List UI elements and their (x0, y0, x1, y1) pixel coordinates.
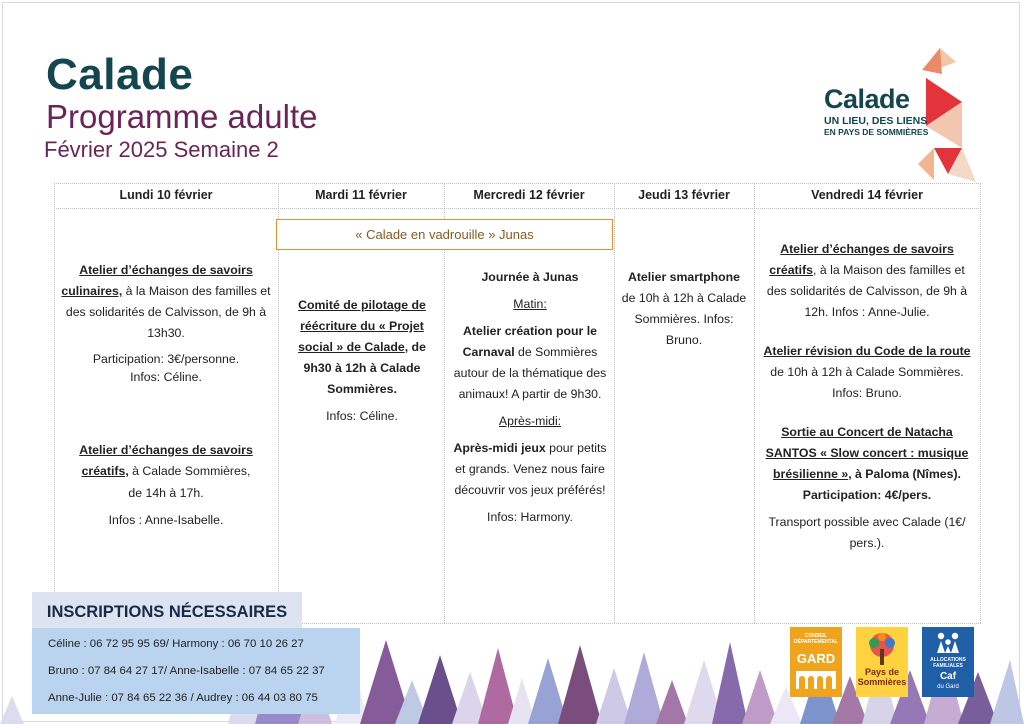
thursday-event-text: de 10h à 12h à Calade Sommières. Infos: Bruno. (621, 291, 747, 347)
pays-de-sommieres-logo (856, 627, 908, 697)
page-title: Calade (46, 50, 194, 99)
gard-logo (790, 627, 842, 697)
pays-line-2: Sommières (857, 677, 907, 687)
wednesday-column (450, 267, 610, 534)
tuesday-event-text: , de 9h30 à 12h à Calade Sommières. (303, 340, 426, 396)
contact-line-1: Céline : 06 72 95 95 69/ Harmony : 06 70 10 26 27 (48, 638, 304, 650)
calade-logo (822, 44, 982, 184)
friday-event-2-text: de 10h à 12h à Calade Sommières. Infos: Bruno. (770, 365, 964, 400)
wednesday-afternoon-event (450, 438, 610, 501)
monday-event-1-price: Participation: 3€/personne. (92, 352, 240, 366)
grid-line (54, 183, 55, 623)
friday-event-1-title: Atelier d’échanges de savoirs créatifs (769, 242, 954, 277)
tuesday-event-title: Comité de pilotage de réécriture du « Projet social » de Calade (298, 298, 426, 354)
logo-tagline-2: EN PAYS DE SOMMIÈRES (824, 127, 929, 137)
monday-event-2 (56, 440, 276, 482)
monday-event-1-title: Atelier d’échanges de savoirs culinaires, (61, 263, 253, 298)
thursday-event (616, 267, 752, 351)
gard-name: GARD (796, 651, 836, 666)
monday-event-2-infos: Infos : Anne-Isabelle. (108, 513, 224, 527)
monday-event-1 (56, 260, 276, 344)
friday-event-3 (758, 422, 976, 506)
vadrouille-banner: « Calade en vadrouille » Junas (276, 219, 613, 250)
monday-event-1-infos: Infos: Céline. (130, 370, 202, 384)
day-header-monday: Lundi 10 février (119, 188, 213, 202)
day-header-wednesday: Mercredi 12 février (473, 188, 585, 202)
friday-event-2-title: Atelier révision du Code de la route (763, 344, 971, 358)
wednesday-morning-title: Atelier création pour le Carnaval (462, 324, 597, 359)
contact-line-3: Anne-Julie : 07 84 65 22 36 / Audrey : 06 44 03 80 75 (48, 692, 318, 704)
wednesday-morning-text: de Sommières autour de la thématique des animaux! A partir de 9h30. (453, 345, 607, 401)
pays-line-1: Pays de (864, 667, 900, 677)
friday-event-2 (758, 341, 976, 404)
day-header-tuesday: Mardi 11 février (315, 188, 407, 202)
thursday-event-title: Atelier smartphone (627, 270, 741, 284)
family-icon (933, 631, 963, 655)
logo-name: Calade (824, 84, 910, 114)
wednesday-morning-label: Matin: (513, 297, 547, 311)
monday-event-2-text: à Calade Sommières, (128, 464, 251, 478)
monday-event-2-time: de 14h à 17h. (128, 486, 204, 500)
caf-region: du Gard (937, 684, 959, 690)
arches-icon (796, 671, 836, 689)
grid-line (754, 183, 755, 623)
inscriptions-heading: INSCRIPTIONS NÉCESSAIRES (32, 592, 302, 628)
tuesday-column (290, 295, 434, 433)
logo-tagline-1: UN LIEU, DES LIENS (824, 115, 928, 127)
friday-event-1 (758, 239, 976, 323)
wednesday-morning-event (450, 321, 610, 405)
wednesday-title: Journée à Junas (481, 270, 579, 284)
monday-column (56, 260, 276, 537)
tree-of-life-icon (862, 631, 902, 667)
day-header-thursday: Jeudi 13 février (638, 188, 730, 202)
weekly-schedule (54, 183, 981, 623)
wednesday-afternoon-title: Après-midi jeux (453, 441, 546, 455)
thursday-column (616, 267, 752, 357)
grid-line (614, 183, 615, 623)
wednesday-afternoon-label: Après-midi: (498, 414, 562, 428)
gard-line-2: DÉPARTEMENTAL (794, 639, 838, 645)
friday-event-1-text: , à la Maison des familles et des solidarités de Calvisson, de 9h à 12h. Infos : Anne-Julie. (766, 263, 968, 319)
tuesday-event-infos: Infos: Céline. (326, 409, 398, 423)
caf-name: Caf (939, 671, 957, 682)
inscriptions-contacts (32, 628, 360, 714)
monday-event-1-text: à la Maison des familles et des solidarités de Calvisson, de 9h à 13h30. (65, 284, 271, 340)
grid-line (54, 183, 981, 184)
week-label: Février 2025 Semaine 2 (44, 137, 279, 162)
wednesday-afternoon-text: pour petits et grands. Venez nous faire découvrir vos jeux préférés! (454, 441, 607, 497)
friday-column (758, 239, 976, 560)
caf-line-1: ALLOCATIONS (930, 657, 966, 663)
wednesday-infos: Infos: Harmony. (487, 510, 573, 524)
grid-line (980, 183, 981, 623)
friday-event-3-title: Sortie au Concert de Natacha SANTOS « Slow concert : musique brésilienne » (765, 425, 969, 481)
monday-event-2-title: Atelier d’échanges de savoirs créatifs, (79, 443, 253, 478)
caf-logo (922, 627, 974, 697)
caf-line-2: FAMILIALES (933, 663, 963, 669)
gard-line-1: CONSEIL (804, 633, 828, 639)
friday-event-3-transport: Transport possible avec Calade (1€/ pers.). (768, 515, 966, 550)
tuesday-event (290, 295, 434, 400)
grid-line (54, 208, 981, 209)
friday-event-3-text: , à Paloma (Nîmes). (848, 467, 961, 481)
contact-line-2: Bruno : 07 84 64 27 17/ Anne-Isabelle : 07 84 65 22 37 (48, 665, 325, 677)
friday-event-3-price: Participation: 4€/pers. (802, 488, 932, 502)
page-subtitle: Programme adulte (46, 98, 318, 135)
day-header-friday: Vendredi 14 février (811, 188, 923, 202)
